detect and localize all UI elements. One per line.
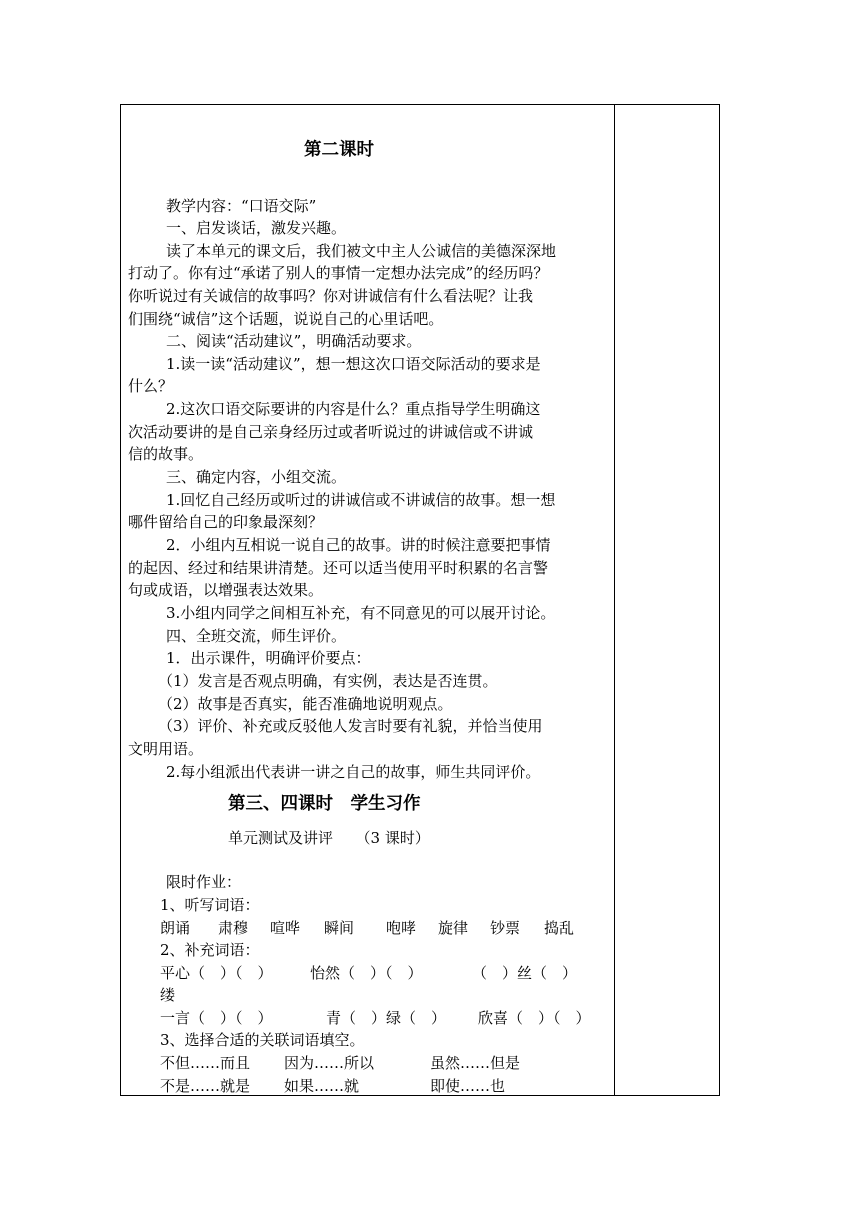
main-content-cell (120, 104, 614, 1096)
dictation-word: 咆哮 (386, 919, 417, 937)
section2-item2-line2: 次活动要讲的是自己亲身经历过或者听说过的讲诚信或不讲诚 (128, 423, 534, 441)
section1-text-line1: 读了本单元的课文后，我们被文中主人公诚信的美德深深地 (166, 242, 557, 260)
dictation-word: 朗诵 (160, 919, 191, 937)
criterion-3-line1: （3）评价、补充或反驳他人发言时要有礼貌，并恰当使用 (158, 717, 543, 735)
section1-text-line3: 你听说过有关诚信的故事吗？你对讲诚信有什么看法呢？让我 (128, 287, 534, 305)
conjunction-pair: 因为……所以 (284, 1054, 375, 1072)
lesson34-subtitle: 单元测试及讲评 （3 课时） (228, 829, 430, 847)
lesson34-title: 第三、四课时 学生习作 (228, 794, 421, 814)
conjunction-pair: 不是……就是 (160, 1077, 251, 1095)
fill-in-item: （ ）丝（ ） (472, 964, 578, 982)
fill-in-row-1 (120, 963, 614, 985)
fill-in-row-2 (120, 1008, 614, 1030)
section4-item2: 2.每小组派出代表讲一讲之自己的故事，师生共同评价。 (166, 763, 541, 781)
section2-item2-line3: 信的故事。 (128, 445, 204, 463)
dictation-word: 喧哗 (270, 919, 301, 937)
fill-in-item: 平心（ ）（ ） (160, 964, 273, 982)
section3-item3: 3.小组内同学之间相互补充，有不同意见的可以展开讨论。 (166, 604, 556, 622)
side-notes-cell (615, 105, 719, 1095)
section2-item1-line1: 1.读一读“活动建议”，想一想这次口语交际活动的要求是 (166, 355, 541, 373)
dictation-word: 捣乱 (544, 919, 575, 937)
section3-item2-line3: 句或成语，以增强表达效果。 (128, 581, 324, 599)
dictation-word: 肃穆 (218, 919, 249, 937)
section1-heading: 一、启发谈话，激发兴趣。 (166, 219, 347, 237)
section3-heading: 三、确定内容，小组交流。 (166, 468, 347, 486)
q2-heading: 2、补充词语： (160, 941, 260, 959)
conjunction-pair: 即使……也 (430, 1077, 506, 1095)
section4-heading: 四、全班交流，师生评价。 (166, 627, 347, 645)
conjunction-pair: 如果……就 (284, 1077, 360, 1095)
criterion-3-line2: 文明用语。 (128, 740, 204, 758)
section1-text-line2: 打动了。你有过“承诺了别人的事情一定想办法完成”的经历吗？ (128, 264, 549, 282)
section3-item2-line2: 的起因、经过和结果讲清楚。还可以适当使用平时积累的名言警 (128, 559, 549, 577)
dictation-word-list (120, 918, 614, 940)
section3-item1-line2: 哪件留给自己的印象最深刻？ (128, 513, 324, 531)
section2-item1-line2: 什么？ (128, 377, 174, 395)
fill-in-item: 怡然（ ）（ ） (310, 964, 423, 982)
homework-label: 限时作业： (166, 873, 242, 891)
section2-item2-line1: 2.这次口语交际要讲的内容是什么？重点指导学生明确这 (166, 400, 541, 418)
conjunction-pair: 虽然……但是 (430, 1054, 521, 1072)
criterion-2: （2）故事是否真实，能否准确地说明观点。 (158, 695, 453, 713)
lesson2-title: 第二课时 (304, 140, 374, 160)
q3-heading: 3、选择合适的关联词语填空。 (160, 1031, 365, 1049)
conjunction-pair: 不但……而且 (160, 1054, 251, 1072)
dictation-word: 旋律 (438, 919, 469, 937)
dictation-word: 钞票 (490, 919, 521, 937)
fill-in-wrap: 缕 (160, 986, 176, 1004)
content-label: 教学内容：“口语交际” (166, 197, 317, 215)
dictation-word: 瞬间 (324, 919, 355, 937)
conjunction-row-1 (120, 1053, 614, 1075)
section3-item2-line1: 2．小组内互相说一说自己的故事。讲的时候注意要把事情 (166, 536, 551, 554)
conjunction-row-2 (120, 1076, 614, 1098)
section2-heading: 二、阅读“活动建议”，明确活动要求。 (166, 332, 422, 350)
section3-item1-line1: 1.回忆自己经历或听过的讲诚信或不讲诚信的故事。想一想 (166, 491, 556, 509)
fill-in-item: 欣喜（ ）（ ） (478, 1009, 591, 1027)
criterion-1: （1）发言是否观点明确，有实例，表达是否连贯。 (158, 672, 498, 690)
section4-item1: 1．出示课件，明确评价要点： (166, 649, 371, 667)
fill-in-item: 青（ ）绿（ ） (326, 1009, 447, 1027)
section1-text-line4: 们围绕“诚信”这个话题，说说自己的心里话吧。 (128, 310, 444, 328)
fill-in-item: 一言（ ）（ ） (160, 1009, 273, 1027)
q1-heading: 1、听写词语： (160, 896, 260, 914)
